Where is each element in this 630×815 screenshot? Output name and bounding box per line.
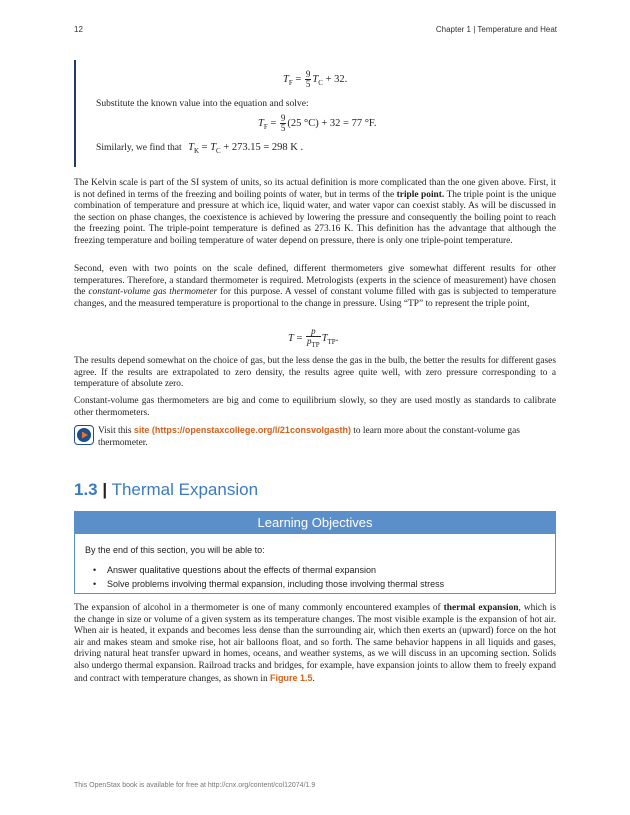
consvolgasth-link[interactable]: site (https://openstaxcollege.org/l/21consvolgasth) [133, 425, 351, 435]
section-title: Thermal Expansion [111, 480, 259, 499]
paragraph-thermal-expansion: The expansion of alcohol in a thermometer is one of many commonly encountered examples of thermal expansion, which is the change in size or volume of a given system as its temperature changes. The most visible example is the expansion of hot air. When air is heated, it expands and becomes less dense than the surrounding air, which then exerts an (upward) force on the hot air and makes steam and smoke rise, hot air balloons float, and so forth. The same behavior happens in all liquids and gases, driving natural heat transfer upward in homes, oceans, and weather systems, as we will discuss in an upcoming section. Solids also undergo thermal expansion. Railroad tracks and bridges, for example, have expansion joints to allow them to freely expand and contract with temperature changes, as shown in Figure 1.5. [74, 603, 557, 684]
chapter-header: Chapter 1 | Temperature and Heat [435, 25, 557, 34]
weblink-text: Visit this site (https://openstaxcollege.org/l/21consvolgasth) to learn more about the constant-volume gas thermometer. [98, 425, 520, 448]
paragraph-results: The results depend somewhat on the choice of gas, but the less dense the gas in the bulb, the better the results for different gases agree. If the results are extrapolated to zero density, the results agree quite well, with zero pressure corresponding to a temperature of absolute zero. [74, 356, 556, 390]
equation-fahrenheit: $T_F$ = $\frac{9}{5}$ $T_C + 32$. [283, 69, 348, 89]
list-item: • Solve problems involving thermal expansion, including those involving thermal stress [93, 579, 445, 589]
section-separator: | [102, 480, 108, 499]
footer-availability: This OpenStax book is available for free at http://cnx.org/content/col12074/1.9 [74, 782, 316, 789]
learning-objectives-intro: By the end of this section, you will be able to: [85, 545, 265, 555]
interactive-play-icon [74, 425, 94, 445]
similarly-text: Similarly, we find that [96, 142, 182, 153]
page-number: 12 [74, 25, 83, 34]
list-item: • Answer qualitative questions about the effects of thermal expansion [93, 565, 376, 575]
paragraph-constant-volume: Constant-volume gas thermometers are big and come to equilibrium slowly, so they are used mostly as standards to calibrate other thermometers. [74, 396, 556, 418]
bullet-icon: • [93, 579, 97, 589]
equation-substitution: $T_F$ = $\frac{9}{5}$ (25 °C) + 32 = 77 °F. [258, 113, 377, 133]
figure-1-5-link[interactable]: Figure 1.5 [270, 672, 313, 683]
eq1-constant: + 32. [325, 73, 348, 85]
paragraph-thermometer: Second, even with two points on the scale defined, different thermometers give somewhat different results for other temperatures. Therefore, a standard thermometer is required. Metrologists (experts in the science of measurement) have chosen the constant-volume gas thermometer for this purpose. A vessel of constant volume filled with gas is subjected to temperature changes, and the measured temperature is proportional to the change in pressure. Using “TP” to represent the triple point, [74, 264, 556, 309]
learning-objectives-box [74, 511, 556, 594]
example-solution-box [74, 60, 558, 167]
paragraph-kelvin: The Kelvin scale is part of the SI system of units, so its actual definition is more complicated than the one given above. First, it is not defined in terms of the freezing and boiling points of water, but in terms of the triple point. The triple point is the unique combination of temperature and pressure at which ice, liquid water, and water vapor can coexist stably. As will be discussed in the section on phase changes, the coexistence is achieved by lowering the pressure and consequently the boiling point to reach the freezing point. The triple-point temperature is defined as 273.16 K. This definition has the advantage that although the freezing temperature and boiling temperature of water depend on pressure, there is only one triple-point temperature. [74, 178, 556, 246]
eq3-tail: + 273.15 = 298 K . [223, 142, 304, 153]
learning-objectives-heading: Learning Objectives [75, 512, 555, 534]
section-heading [74, 480, 258, 500]
section-number: 1.3 [74, 480, 98, 499]
term-thermal-expansion: thermal expansion [443, 603, 519, 613]
learning-objectives-list [93, 563, 444, 591]
term-triple-point: triple point. [396, 189, 445, 200]
equation-triple-point: T = $\frac{p}{p_{TP}}$ $T_{TP}$. [288, 326, 339, 349]
term-gas-thermometer: constant-volume gas thermometer [88, 287, 218, 298]
substitute-text: Substitute the known value into the equation and solve: [96, 98, 309, 109]
bullet-icon: • [93, 565, 97, 575]
similarly-line: Similarly, we find that $T_K = T_C + 273.15 = 298$ K . [96, 142, 304, 156]
eq2-tail: (25 °C) + 32 = 77 °F. [287, 117, 377, 129]
